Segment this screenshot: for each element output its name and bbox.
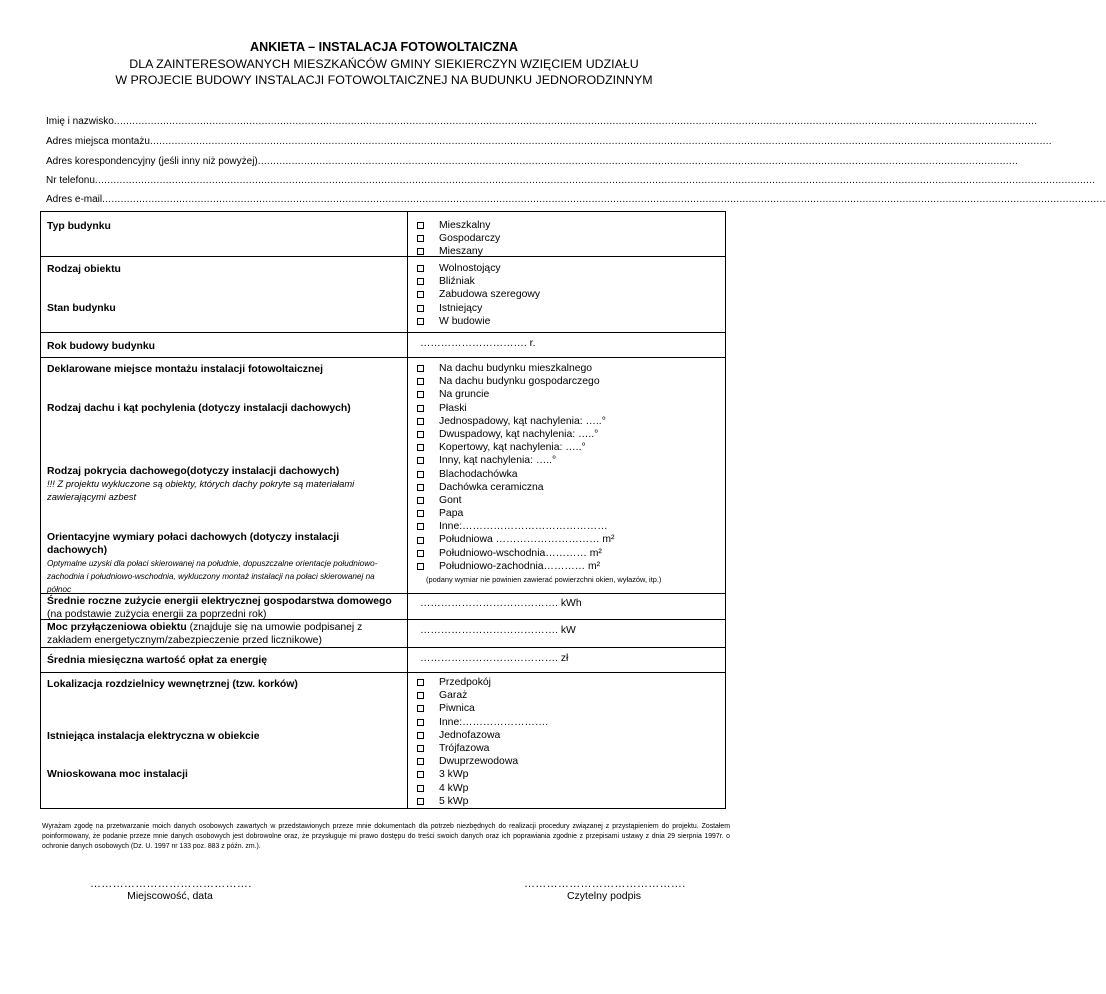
checkbox[interactable] (417, 222, 424, 229)
row-divider (41, 672, 725, 673)
option-dach-gospodarczy[interactable]: Na dachu budynku gospodarczego (415, 375, 615, 388)
connection-power-input[interactable]: …………………………………. kW (420, 625, 576, 636)
field-phone[interactable]: Nr telefonu..................................................................................................................................................................................................................................................................................................................................... (46, 175, 1096, 186)
row-divider (41, 332, 725, 333)
label-build-year: Rok budowy budynku (47, 341, 155, 352)
option-kopertowy[interactable]: Kopertowy, kąt nachylenia: …..° (415, 441, 615, 454)
checkbox[interactable] (417, 537, 424, 544)
option-poludniowo-zachodnia[interactable]: Południowo-zachodnia………… m² (415, 560, 615, 573)
option-gospodarczy[interactable]: Gospodarczy (415, 232, 500, 245)
checkbox[interactable] (417, 265, 424, 272)
checkbox[interactable] (417, 550, 424, 557)
checkbox[interactable] (417, 418, 424, 425)
option-piwnica[interactable]: Piwnica (415, 702, 548, 715)
label-switchboard: Lokalizacja rozdzielnicy wewnętrznej (tzw. korków) (47, 679, 298, 690)
subtitle-line-1: DLA ZAINTERESOWANYCH MIESZKAŃCÓW GMINY SIEKIERCZYN WZIĘCIEM UDZIAŁU (129, 57, 639, 71)
checkbox[interactable] (417, 785, 424, 792)
option-grunt[interactable]: Na gruncie (415, 388, 615, 401)
checkbox[interactable] (417, 318, 424, 325)
option-trojfazowa[interactable]: Trójfazowa (415, 742, 548, 755)
checkbox[interactable] (417, 471, 424, 478)
field-email[interactable]: Adres e-mail...................................................................................................................................................................................................................................................................................................................................... (46, 194, 1106, 205)
option-blizniak[interactable]: Bliźniak (415, 275, 540, 288)
field-install-address[interactable]: Adres miejsca montażu..................................................................................................................................................................................................................................................................................................... (46, 136, 1052, 147)
place-date-signature[interactable] (90, 878, 250, 902)
options-electrical (415, 676, 548, 808)
checkbox[interactable] (417, 679, 424, 686)
annual-consumption-input[interactable]: …………………………………. kWh (420, 598, 582, 609)
option-gont[interactable]: Gont (415, 494, 615, 507)
option-blachodachowka[interactable]: Blachodachówka (415, 468, 615, 481)
checkbox[interactable] (417, 235, 424, 242)
option-dwuspadowy[interactable]: Dwuspadowy, kąt nachylenia: …..° (415, 428, 615, 441)
checkbox[interactable] (417, 719, 424, 726)
option-mieszkalny[interactable]: Mieszkalny (415, 219, 500, 232)
page-title: ANKIETA – INSTALACJA FOTOWOLTAICZNA (250, 40, 518, 54)
option-przedpokoj[interactable]: Przedpokój (415, 676, 548, 689)
option-plaski[interactable]: Płaski (415, 402, 615, 415)
label-roof-type: Rodzaj dachu i kąt pochylenia (dotyczy instalacji dachowych) (47, 403, 351, 414)
survey-table (40, 211, 726, 809)
options-building-type (415, 219, 500, 259)
checkbox[interactable] (417, 563, 424, 570)
option-poludniowa[interactable]: Południowa ………………………… m² (415, 533, 615, 546)
checkbox[interactable] (417, 431, 424, 438)
checkbox[interactable] (417, 444, 424, 451)
label-roof-covering: Rodzaj pokrycia dachowego(dotyczy instalacji dachowych) !!! Z projektu wykluczone są obiekty, których dachy pokryte są materiałami zawierającymi azbest (47, 466, 355, 502)
checkbox[interactable] (417, 278, 424, 285)
option-5kwp[interactable]: 5 kWp (415, 795, 548, 808)
option-inny-kat[interactable]: Inny, kąt nachylenia: …..° (415, 454, 615, 467)
option-poludniowo-wschodnia[interactable]: Południowo-wschodnia………… m² (415, 547, 615, 560)
signature-field[interactable] (524, 878, 684, 902)
consent-text: Wyrażam zgodę na przetwarzanie moich danych osobowych zawartych w przedstawionych przeze mnie dokumentach dla potrzeb niezbędnych do realizacji procedury związanej z przystąpieniem do projektu. Zostałem poinformowany, że podanie przeze mnie danych osobowych jest dobrowolne oraz, że przysługuje mi prawo dostępu do treści swoich danych oraz ich poprawiania zgodnie z przepisami ustawy z dnia 29 sierpnia 1997r. o ochronie danych osobowych (Dz. U. 1997 nr 133 poz. 883 z późn. zm.). (42, 823, 730, 850)
field-correspondence-address[interactable]: Adres korespondencyjny (jeśli inny niż powyżej)....................................................................................................................................................................................................................................................... (46, 156, 1019, 167)
checkbox[interactable] (417, 745, 424, 752)
option-w-budowie[interactable]: W budowie (415, 315, 540, 328)
checkbox[interactable] (417, 248, 424, 255)
checkbox[interactable] (417, 732, 424, 739)
option-papa[interactable]: Papa (415, 507, 615, 520)
checkbox[interactable] (417, 510, 424, 517)
monthly-cost-input[interactable]: …………………………………. zł (420, 653, 569, 664)
subtitle-line-2: W PROJECIE BUDOWY INSTALACJI FOTOWOLTAICZNEJ NA BUDUNKU JEDNORODZINNYM (115, 73, 653, 87)
label-monthly-cost: Średnia miesięczna wartość opłat za energię (47, 655, 268, 666)
checkbox[interactable] (417, 692, 424, 699)
dimension-note: (podany wymiar nie powinien zawierać powierzchni okien, wyłazów, itp.) (426, 575, 662, 584)
checkbox[interactable] (417, 378, 424, 385)
options-location-roof (415, 362, 615, 573)
option-istniejacy[interactable]: Istniejący (415, 302, 540, 315)
option-mieszany[interactable]: Mieszany (415, 245, 500, 258)
label-building-type: Typ budynku (47, 221, 111, 232)
checkbox[interactable] (417, 405, 424, 412)
checkbox[interactable] (417, 484, 424, 491)
checkbox[interactable] (417, 771, 424, 778)
signature-label: Czytelny podpis (566, 890, 642, 902)
label-requested-power: Wnioskowana moc instalacji (47, 769, 188, 780)
label-building-state: Stan budynku (47, 303, 116, 314)
option-jednofazowa[interactable]: Jednofazowa (415, 729, 548, 742)
checkbox[interactable] (417, 523, 424, 530)
orientation-note: Optymalne uzyski dla połaci skierowanej na południe, dopuszczalne orientacje południowo-zachodnia i południowo-wschodnia, wykluczony montaż instalacji na połaci skierowanej na północ (47, 559, 378, 594)
field-name[interactable]: Imię i nazwisko............................................................................................................................................................................................................................................................................................................ (46, 116, 1038, 127)
column-divider (407, 212, 408, 808)
option-4kwp[interactable]: 4 kWp (415, 782, 548, 795)
checkbox[interactable] (417, 391, 424, 398)
row-divider (41, 647, 725, 648)
option-inne-lokalizacja[interactable]: Inne:……………………. (415, 716, 548, 729)
checkbox[interactable] (417, 291, 424, 298)
asbestos-note: !!! Z projektu wykluczone są obiekty, których dachy pokryte są materiałami zawierającymi azbest (47, 478, 355, 502)
option-dach-mieszkalny[interactable]: Na dachu budynku mieszkalnego (415, 362, 615, 375)
options-object-state (415, 262, 540, 328)
option-wolnostojacy[interactable]: Wolnostojący (415, 262, 540, 275)
label-existing-installation: Istniejąca instalacja elektryczna w obiekcie (47, 731, 260, 742)
row-divider (41, 357, 725, 358)
option-dwuprzewodowa[interactable]: Dwuprzewodowa (415, 755, 548, 768)
label-annual-consumption: Średnie roczne zużycie energii elektrycznej gospodarstwa domowego (na podstawie zużycia energii za poprzedni rok) (47, 596, 392, 620)
checkbox[interactable] (417, 705, 424, 712)
label-roof-dimensions: Orientacyjne wymiary połaci dachowych (dotyczy instalacji dachowych) Optymalne uzyski dla połaci skierowanej na południe, dopuszczalne orientacje południowo-zachodnia i południowo-wschodnia, wykluczony montaż instalacji na połaci skierowanej na północ (47, 532, 378, 594)
checkbox[interactable] (417, 365, 424, 372)
checkbox[interactable] (417, 457, 424, 464)
option-garaz[interactable]: Garaż (415, 689, 548, 702)
label-object-type: Rodzaj obiektu (47, 264, 121, 275)
place-date-dots: ……………………………………. (90, 878, 252, 890)
checkbox[interactable] (417, 497, 424, 504)
row-divider (41, 256, 725, 257)
option-zabudowa-szeregowa[interactable]: Zabudowa szeregowy (415, 288, 540, 301)
checkbox[interactable] (417, 798, 424, 805)
place-date-label: Miejscowość, data (127, 890, 213, 902)
option-3kwp[interactable]: 3 kWp (415, 768, 548, 781)
build-year-input[interactable]: …………………………. r. (420, 338, 536, 349)
label-connection-power: Moc przyłączeniowa obiektu (znajduje się na umowie podpisanej z zakładem energetycznym/zabezpieczenie przed licznikowe) (47, 622, 363, 646)
option-dachowka-ceramiczna[interactable]: Dachówka ceramiczna (415, 481, 615, 494)
signature-dots: ……………………………………. (524, 878, 686, 890)
checkbox[interactable] (417, 305, 424, 312)
option-jednospadowy[interactable]: Jednospadowy, kąt nachylenia: …..° (415, 415, 615, 428)
option-inne-pokrycie[interactable]: Inne:…………………………………… (415, 520, 615, 533)
checkbox[interactable] (417, 758, 424, 765)
label-install-location: Deklarowane miejsce montażu instalacji fotowoltaicznej (47, 364, 324, 375)
